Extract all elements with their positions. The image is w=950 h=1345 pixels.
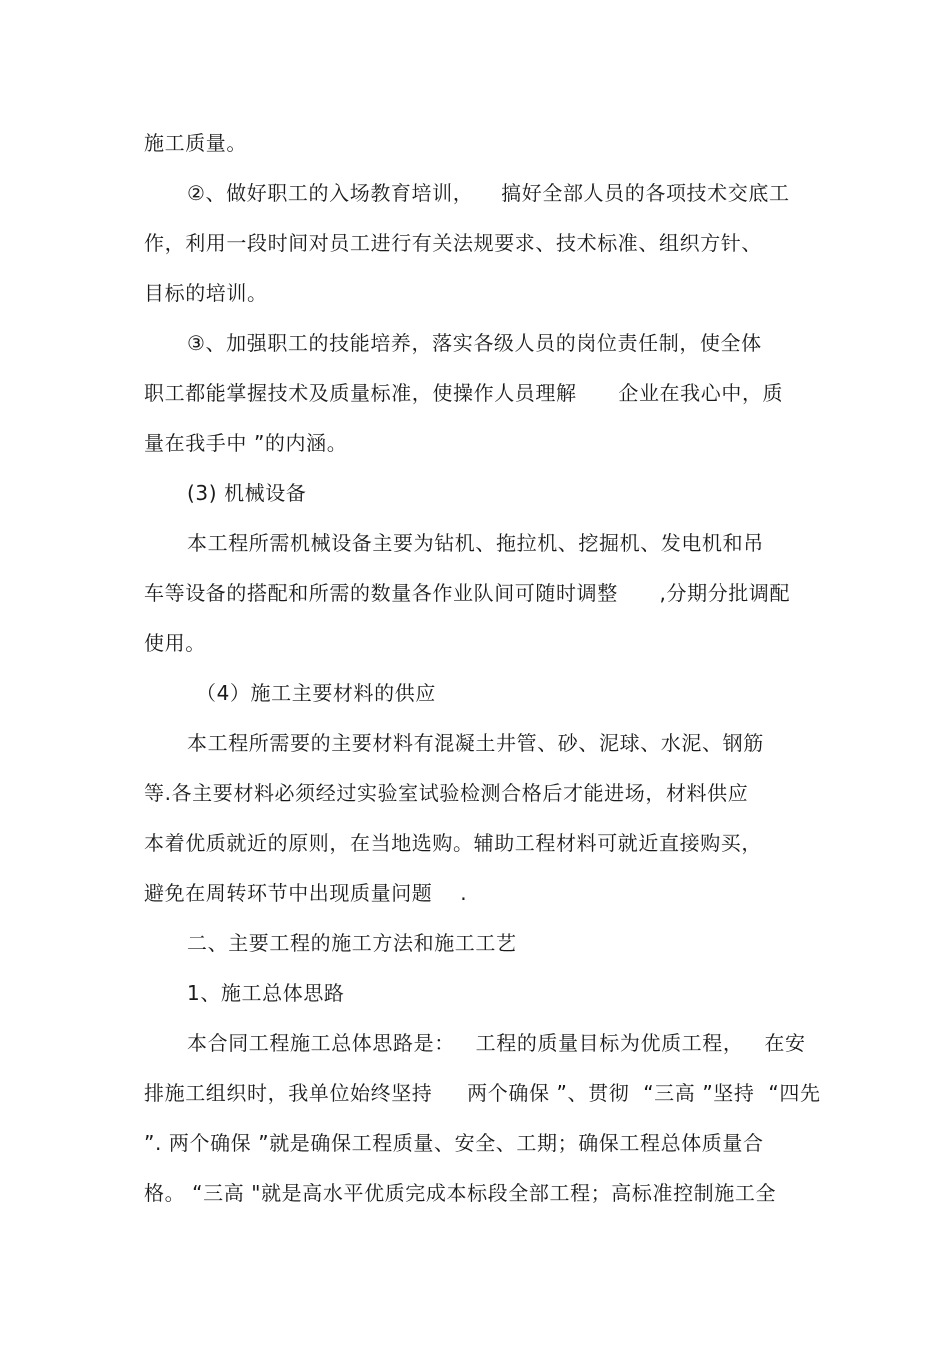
text-line: 量在我手中 ”的内涵。 (144, 431, 348, 455)
text-line: 本合同工程施工总体思路是： 工程的质量目标为优质工程， 在安 (187, 1031, 806, 1055)
text-line: 等.各主要材料必须经过实验室试验检测合格后才能进场，材料供应 (144, 781, 749, 805)
section-heading: (3) 机械设备 (187, 481, 307, 505)
text-line: 作，利用一段时间对员工进行有关法规要求、技术标准、组织方针、 (144, 231, 762, 255)
text-line: 本工程所需机械设备主要为钻机、拖拉机、挖掘机、发电机和吊 (187, 531, 764, 555)
text-line: ”. 两个确保 ”就是确保工程质量、安全、工期；确保工程总体质量合 (144, 1131, 764, 1155)
text-line: 职工都能掌握技术及质量标准，使操作人员理解 企业在我心中，质 (144, 381, 784, 405)
section-heading: （4）施工主要材料的供应 (196, 681, 436, 705)
section-heading: 1、施工总体思路 (187, 981, 345, 1005)
text-line: 车等设备的搭配和所需的数量各作业队间可随时调整 ,分期分批调配 (144, 581, 791, 605)
text-line: 使用。 (144, 631, 206, 655)
text-line: 施工质量。 (144, 131, 247, 155)
text-line: ②、做好职工的入场教育培训， 搞好全部人员的各项技术交底工 (187, 181, 790, 205)
text-line: 格。 “三高 "就是高水平优质完成本标段全部工程；高标准控制施工全 (144, 1181, 777, 1205)
text-line: 排施工组织时，我单位始终坚持 两个确保 ”、贯彻 “三高 ”坚持 “四先 (144, 1081, 821, 1105)
text-line: 避免在周转环节中出现质量问题 . (144, 881, 468, 905)
text-line: 本工程所需要的主要材料有混凝土井管、砂、泥球、水泥、钢筋 (187, 731, 764, 755)
text-line: ③、加强职工的技能培养，落实各级人员的岗位责任制，使全体 (187, 331, 762, 355)
text-line: 本着优质就近的原则，在当地选购。辅助工程材料可就近直接购买， (144, 831, 762, 855)
text-line: 目标的培训。 (144, 281, 268, 305)
section-heading: 二、主要工程的施工方法和施工工艺 (187, 931, 517, 955)
